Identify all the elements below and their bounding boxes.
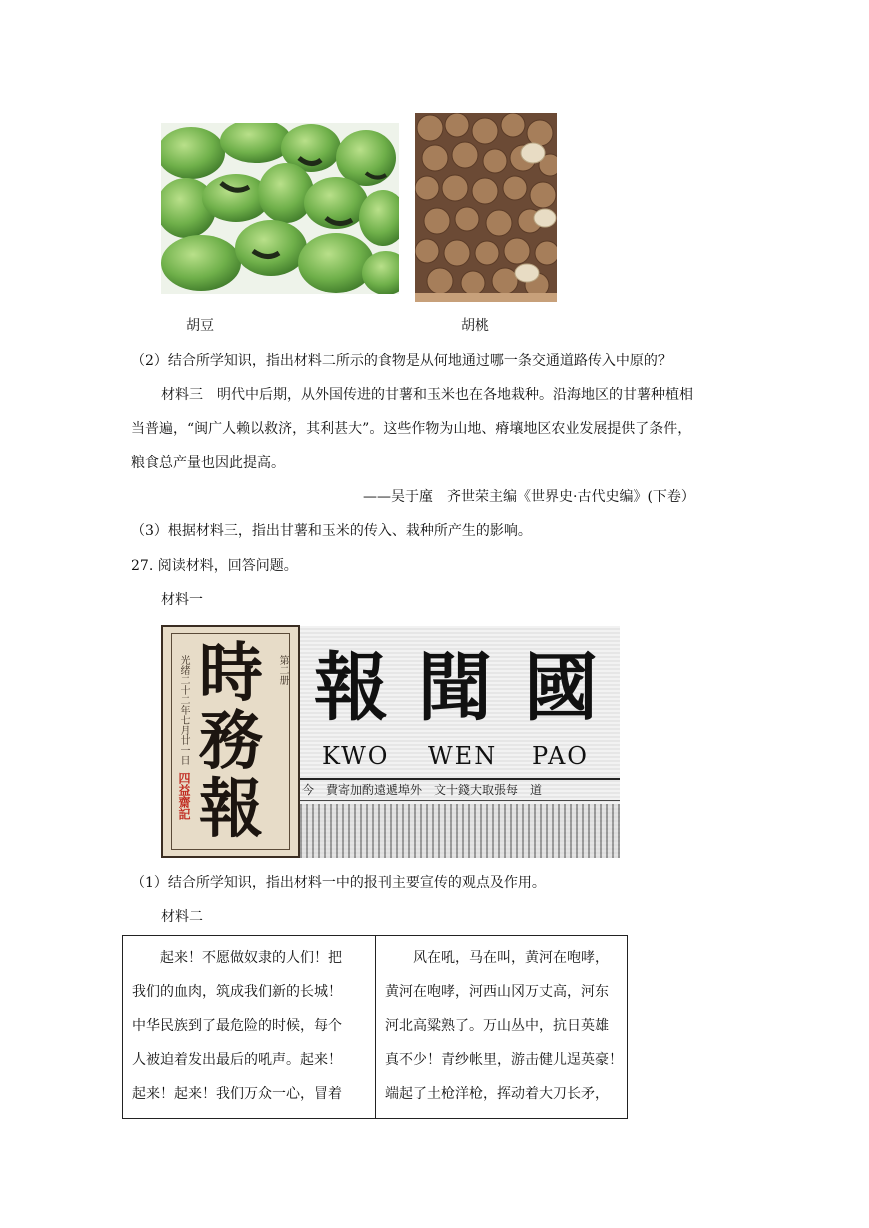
guowen-title-char-3: 國 xyxy=(524,645,598,731)
lyrics-right-cell xyxy=(375,936,627,1118)
lyrics-table xyxy=(122,935,628,1119)
right-line-4: 真不少！青纱帐里，游击健儿逞英豪！ xyxy=(385,1052,623,1068)
left-line-5: 起来！起来！我们万众一心，冒着 xyxy=(132,1086,342,1102)
guowen-title-char-1: 報 xyxy=(314,645,388,731)
left-line-4: 人被迫着发出最后的吼声。起来！ xyxy=(132,1052,342,1068)
guowen-strip: 今 費寄加酌遠遞埠外 文十錢大取張每 道 xyxy=(302,783,543,797)
broad-bean-photo xyxy=(161,123,399,294)
shiwu-seal: 四益齋記 xyxy=(177,772,191,820)
guowen-bao-masthead xyxy=(300,626,620,858)
walnut-photo xyxy=(415,113,557,302)
shiwu-title-char-1: 時 xyxy=(199,636,263,711)
walnut-caption: 胡桃 xyxy=(461,318,489,334)
right-line-1: 风在吼，马在叫，黄河在咆哮， xyxy=(385,950,609,966)
shiwu-bao-cover xyxy=(161,625,300,858)
lyrics-left-cell xyxy=(123,936,375,1118)
question-3: （3）根据材料三，指出甘薯和玉米的传入、栽种所产生的影响。 xyxy=(131,523,532,539)
material-two-label: 材料二 xyxy=(161,909,203,925)
question-27-1: （1）结合所学知识，指出材料一中的报刊主要宣传的观点及作用。 xyxy=(131,875,546,891)
right-line-3: 河北高粱熟了。万山丛中，抗日英雄 xyxy=(385,1018,609,1034)
bean-caption: 胡豆 xyxy=(186,318,214,334)
shiwu-title-char-2: 務 xyxy=(199,704,263,779)
material-three-source: ——吴于廑 齐世荣主编《世界史·古代史编》(下卷） xyxy=(363,489,695,505)
right-line-5: 端起了土枪洋枪，挥动着大刀长矛， xyxy=(385,1086,609,1102)
material-three-line-3: 粮食总产量也因此提高。 xyxy=(131,455,285,471)
left-line-2: 我们的血肉，筑成我们新的长城！ xyxy=(132,984,342,1000)
question-27-heading: 27. 阅读材料，回答问题。 xyxy=(131,558,298,574)
question-2: （2）结合所学知识，指出材料二所示的食物是从何地通过哪一条交通道路传入中原的？ xyxy=(131,353,672,369)
material-three-line-2: 当普遍，“闽广人赖以救济，其利甚大”。这些作物为山地、瘠壤地区农业发展提供了条件， xyxy=(131,421,692,437)
guowen-roman-3: PAO xyxy=(532,742,589,770)
left-line-3: 中华民族到了最危险的时候，每个 xyxy=(132,1018,342,1034)
guowen-roman-1: KWO xyxy=(322,742,390,770)
shiwu-date: 光绪二十二年七月廿一日 xyxy=(178,655,189,765)
left-line-1: 起来！不愿做奴隶的人们！把 xyxy=(132,950,342,966)
material-three-line-1: 材料三 明代中后期，从外国传进的甘薯和玉米也在各地栽种。沿海地区的甘薯种植相 xyxy=(161,387,693,403)
shiwu-issue: 第二册 xyxy=(277,655,288,685)
material-one-label: 材料一 xyxy=(161,592,203,608)
guowen-roman-2: WEN xyxy=(428,742,498,770)
guowen-title-char-2: 聞 xyxy=(418,645,492,731)
right-line-2: 黄河在咆哮，河西山冈万丈高，河东 xyxy=(385,984,609,1000)
shiwu-title-char-3: 報 xyxy=(199,772,263,847)
